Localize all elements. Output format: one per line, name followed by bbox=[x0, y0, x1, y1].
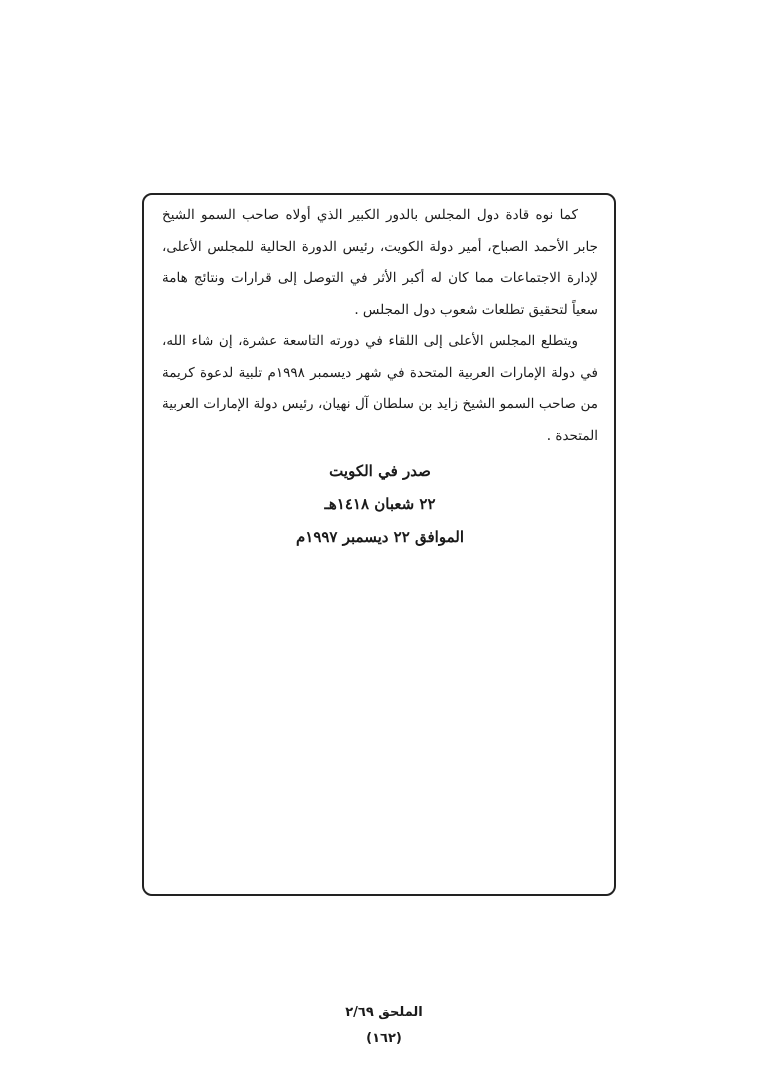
page-number: (١٦٢) bbox=[366, 1031, 402, 1046]
document-body bbox=[162, 200, 598, 452]
paragraph-1: كما نوه قادة دول المجلس بالدور الكبير الذي أولاه صاحب السمو الشيخ جابر الأحمد الصباح، أمير دولة الكويت، رئيس الدورة الحالية للمجلس الأعلى، لإدارة الاجتماعات مما كان له أكبر الأثر في التوصل إلى قرارات ونتائج هامة سعياً لتحقيق تطلعات شعوب دول المجلس . bbox=[162, 207, 598, 318]
issued-place: صدر في الكويت bbox=[329, 462, 431, 480]
paragraph-2: ويتطلع المجلس الأعلى إلى اللقاء في دورته التاسعة عشرة، إن شاء الله، في دولة الإمارات العربية المتحدة في شهر ديسمبر ١٩٩٨م تلبية لدعوة كريمة من صاحب السمو الشيخ زايد بن سلطان آل نهيان، رئيس دولة الإمارات العربية المتحدة . bbox=[162, 333, 598, 444]
hijri-date: ٢٢ شعبان ١٤١٨هـ bbox=[324, 495, 436, 513]
page-footer bbox=[0, 1000, 768, 1052]
signature-block bbox=[162, 455, 598, 554]
gregorian-date: الموافق ٢٢ ديسمبر ١٩٩٧م bbox=[295, 528, 465, 546]
annex-label: الملحق ٢/٦٩ bbox=[345, 1005, 423, 1020]
